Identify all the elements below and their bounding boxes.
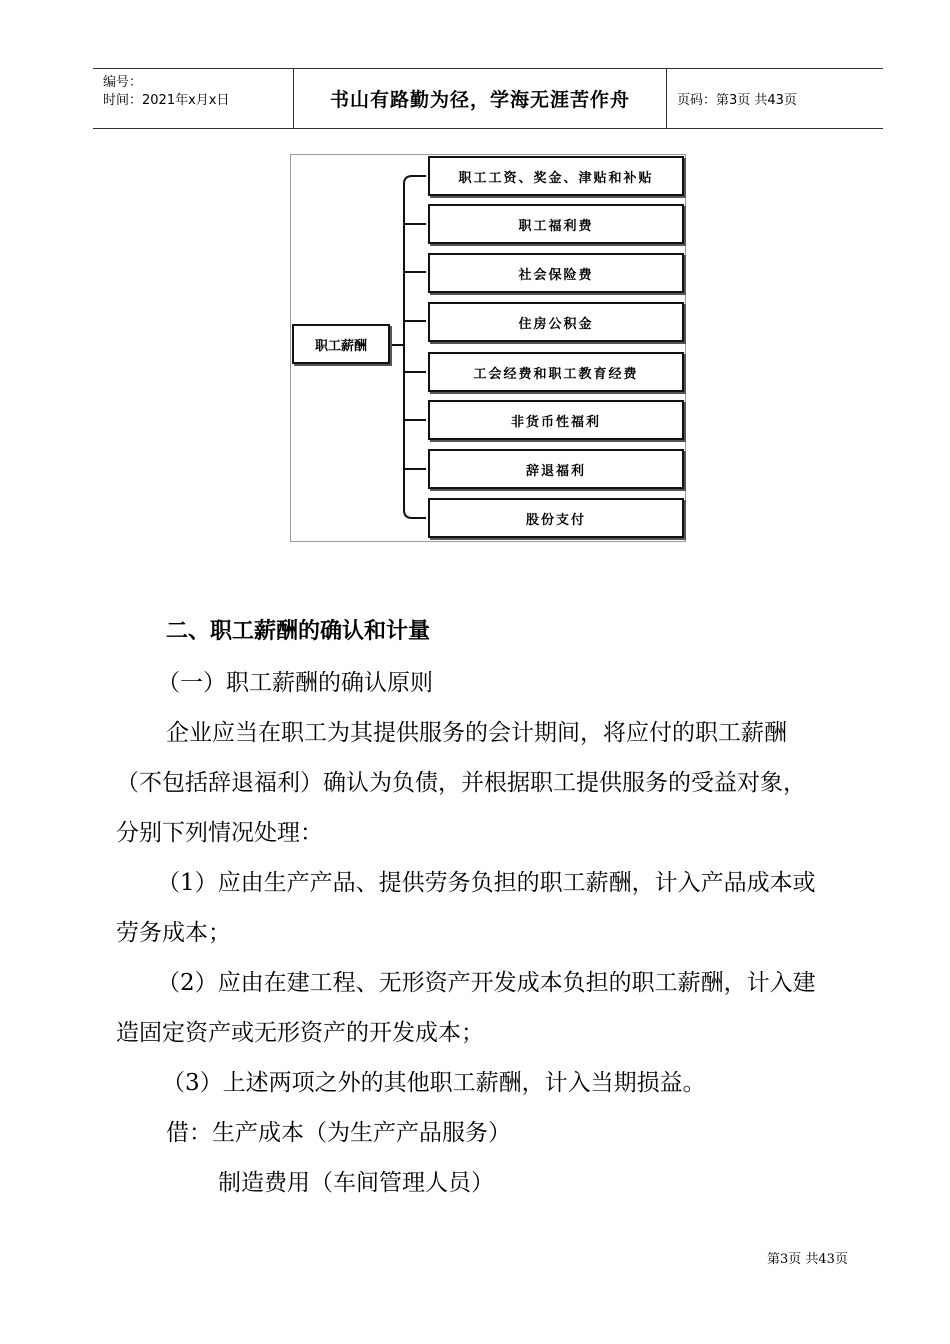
paragraph-line: （不包括辞退福利）确认为负债，并根据职工提供服务的受益对象， <box>116 770 806 796</box>
doc-number-label: 编号： <box>103 75 143 90</box>
connector-brace <box>404 176 426 518</box>
diagram-node: 职工福利费 <box>428 204 684 244</box>
diagram-node: 股份支付 <box>428 498 684 538</box>
diagram-root-box: 职工薪酬 <box>292 324 390 364</box>
diagram-node: 社会保险费 <box>428 253 684 293</box>
salary-diagram <box>0 0 950 600</box>
paragraph-line: 企业应当在职工为其提供服务的会计期间，将应付的职工薪酬 <box>166 720 787 746</box>
diagram-node: 非货币性福利 <box>428 400 684 440</box>
diagram-node: 工会经费和职工教育经费 <box>428 352 684 392</box>
page-footer: 第3页 共43页 <box>767 1252 848 1267</box>
journal-entry-line: 制造费用（车间管理人员） <box>218 1170 494 1196</box>
list-item-line: 劳务成本； <box>116 920 231 946</box>
list-item-line: （3）上述两项之外的其他职工薪酬，计入当期损益。 <box>162 1070 706 1096</box>
section-heading: 二、职工薪酬的确认和计量 <box>166 619 431 644</box>
paragraph-line: 分别下列情况处理： <box>116 820 323 846</box>
header-page-label: 页码：第3页 共43页 <box>677 93 797 108</box>
journal-entry-line: 借：生产成本（为生产产品服务） <box>166 1120 511 1146</box>
motto: 书山有路勤为径，学海无涯苦作舟 <box>329 89 630 111</box>
list-item-line: 造固定资产或无形资产的开发成本； <box>116 1020 484 1046</box>
subheading: （一）职工薪酬的确认原则 <box>157 670 433 696</box>
list-item-line: （1）应由生产产品、提供劳务负担的职工薪酬，计入产品成本或 <box>157 870 816 896</box>
diagram-node: 辞退福利 <box>428 449 684 489</box>
diagram-node: 住房公积金 <box>428 302 684 342</box>
list-item-line: （2）应由在建工程、无形资产开发成本负担的职工薪酬，计入建 <box>157 970 816 996</box>
time-label: 时间：2021年x月x日 <box>103 93 230 108</box>
diagram-node: 职工工资、奖金、津贴和补贴 <box>428 156 684 196</box>
